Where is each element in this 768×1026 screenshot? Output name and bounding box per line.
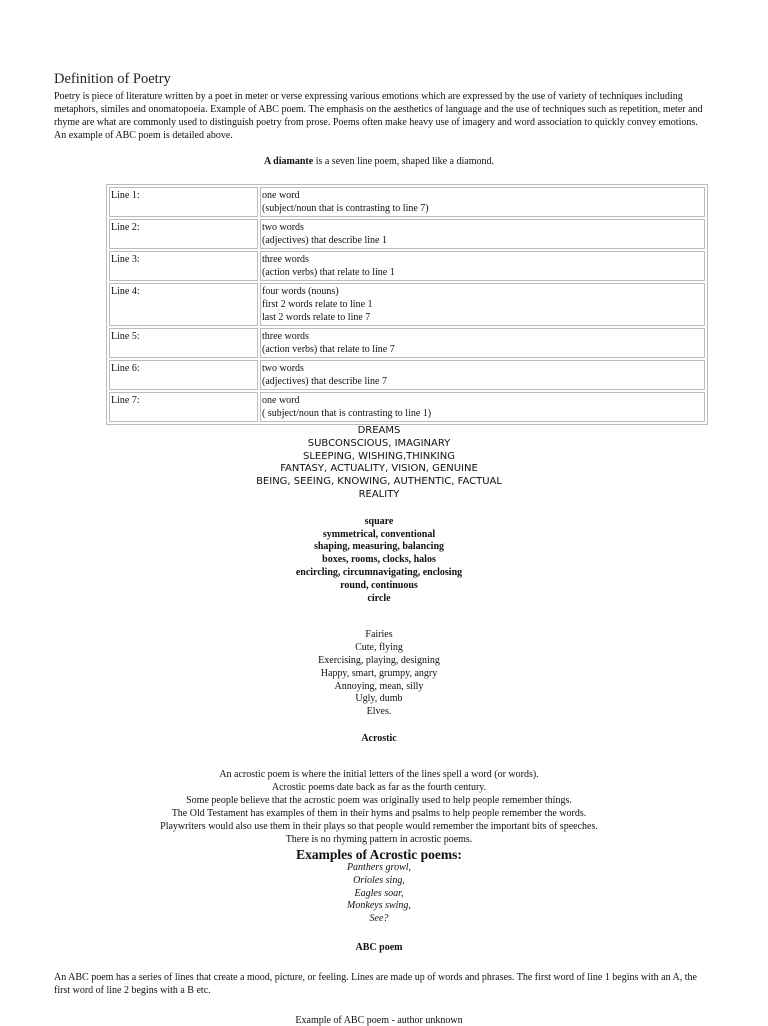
- poem-line: Panthers growl,: [346, 861, 412, 873]
- poem-line: boxes, rooms, clocks, halos: [322, 554, 436, 566]
- line-description-text: (action verbs) that relate to line 7: [262, 344, 395, 355]
- line-description-text: last 2 words relate to line 7: [262, 312, 371, 323]
- poem-line: Ugly, dumb: [355, 693, 403, 705]
- line-description-text: one word: [262, 395, 300, 406]
- line-description-text: two words: [262, 222, 304, 233]
- poem-line: encircling, circumnavigating, enclosing: [295, 566, 463, 578]
- table-row: [109, 360, 705, 390]
- line-label: Line 3:: [109, 251, 258, 281]
- poem-line: Orioles sing,: [353, 874, 405, 886]
- line-label: Line 2:: [109, 219, 258, 249]
- page-title: Definition of Poetry: [54, 71, 171, 87]
- line-label: Line 6:: [109, 360, 258, 390]
- acrostic-heading: Acrostic: [361, 732, 397, 744]
- poem-line: shaping, measuring, balancing: [313, 541, 445, 553]
- poem-line: SUBCONSCIOUS, IMAGINARY: [307, 437, 451, 449]
- diamante-intro: [54, 155, 704, 168]
- poem-line: REALITY: [358, 488, 400, 500]
- table-row: [109, 328, 705, 358]
- line-description-text: (adjectives) that describe line 1: [262, 235, 387, 246]
- poem-line: See?: [369, 913, 389, 925]
- poem-line: SLEEPING, WISHING,THINKING: [303, 450, 455, 462]
- line-description: [260, 251, 705, 281]
- poem-line: BEING, SEEING, KNOWING, AUTHENTIC, FACTUAL: [256, 476, 502, 488]
- line-description-text: two words: [262, 363, 304, 374]
- line-description-text: (subject/noun that is contrasting to line 7): [262, 203, 429, 214]
- poem-line: FANTASY, ACTUALITY, VISION, GENUINE: [280, 463, 478, 475]
- table-row: [109, 392, 705, 422]
- poem-line: DREAMS: [357, 425, 401, 436]
- acrostic-description-line: Some people believe that the acrostic poem was originally used to help people remember things.: [186, 794, 572, 806]
- acrostic-description: [54, 768, 704, 846]
- table-row: [109, 283, 705, 326]
- document-page: [54, 70, 704, 1026]
- abc-poem-heading: ABC poem: [355, 941, 403, 953]
- poem-line: Happy, smart, grumpy, angry: [320, 667, 438, 679]
- line-description: [260, 392, 705, 422]
- poem-line: square: [364, 515, 394, 527]
- diamante-description: is a seven line poem, shaped like a diamond.: [313, 156, 494, 167]
- poem-square: [54, 516, 704, 606]
- line-description: [260, 328, 705, 358]
- line-description: [260, 187, 705, 217]
- line-description-text: first 2 words relate to line 1: [262, 299, 373, 310]
- poem-line: Cute, flying: [355, 642, 403, 654]
- table-row: [109, 251, 705, 281]
- line-description: [260, 283, 705, 326]
- acrostic-description-line: Acrostic poems date back as far as the fourth century.: [271, 781, 487, 793]
- poem-line: Fairies: [365, 629, 393, 641]
- line-description-text: ( subject/noun that is contrasting to line 1): [262, 408, 432, 419]
- poem-line: Exercising, playing, designing: [318, 654, 440, 666]
- poem-dreams: [54, 425, 704, 502]
- acrostic-description-line: The Old Testament has examples of them in their hyms and psalms to help people remember the words.: [171, 807, 587, 819]
- poem-fairies: [54, 629, 704, 719]
- poem-line: circle: [367, 592, 391, 604]
- acrostic-description-line: Playwriters would also use them in their plays so that people would remember the important bits of speeches.: [160, 820, 598, 832]
- abc-poem-description: An ABC poem has a series of lines that create a mood, picture, or feeling. Lines are made up of words and phrases. The first word of line 1 begins with an A, the first word of line 2 begins with a B etc.: [54, 971, 697, 996]
- line-description-text: four words (nouns): [262, 286, 339, 297]
- poem-line: Elves.: [366, 706, 392, 718]
- line-description-text: (adjectives) that describe line 7: [262, 376, 387, 387]
- acrostic-examples-heading: Examples of Acrostic poems:: [296, 846, 462, 862]
- poem-line: Monkeys swing,: [347, 900, 411, 912]
- line-description-text: one word: [262, 190, 300, 201]
- poem-line: Annoying, mean, silly: [334, 680, 424, 692]
- table-row: [109, 219, 705, 249]
- line-description-text: (action verbs) that relate to line 1: [262, 267, 395, 278]
- acrostic-description-line: There is no rhyming pattern in acrostic poems.: [285, 833, 473, 845]
- definition-paragraph: Poetry is piece of literature written by a poet in meter or verse expressing various emotions which are expressed by the use of variety of techniques including metaphors, similes and onomatopoeia. Example of ABC poem. The emphasis on the aesthetics of language and the use of techniques such as repetition, meter and rhyme are what are commonly used to distinguish poetry from prose. Poems often make heavy use of imagery and word association to quickly convey emotions. An example of ABC poem is detailed above.: [54, 91, 703, 141]
- line-description: [260, 360, 705, 390]
- table-row: [109, 187, 705, 217]
- line-description: [260, 219, 705, 249]
- line-label: Line 4:: [109, 283, 258, 326]
- line-label: Line 5:: [109, 328, 258, 358]
- line-description-text: three words: [262, 331, 309, 342]
- diamante-structure-table: [106, 184, 708, 425]
- diamante-term: A diamante: [264, 156, 314, 167]
- acrostic-description-line: An acrostic poem is where the initial letters of the lines spell a word (or words).: [219, 768, 539, 780]
- poem-line: round, continuous: [340, 579, 418, 591]
- poem-line: Eagles soar,: [354, 887, 404, 899]
- line-label: Line 1:: [109, 187, 258, 217]
- abc-example-title: Example of ABC poem - author unknown: [295, 1014, 463, 1026]
- poem-line: symmetrical, conventional: [322, 528, 436, 540]
- line-description-text: three words: [262, 254, 309, 265]
- line-label: Line 7:: [109, 392, 258, 422]
- acrostic-example-poem: [54, 862, 704, 926]
